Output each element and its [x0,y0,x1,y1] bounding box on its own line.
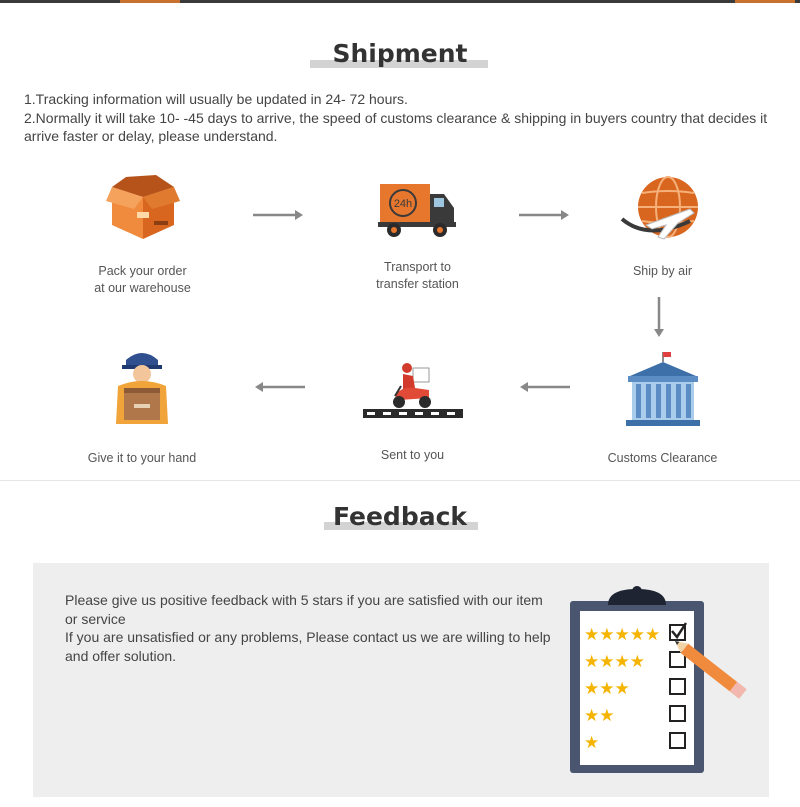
shipment-line-1: 1.Tracking information will usually be updated in 24- 72 hours. [24,91,408,107]
svg-text:★★★★★: ★★★★★ [584,625,661,645]
top-strip [0,0,800,3]
step-transport-label: Transport to transfer station [376,260,459,291]
top-strip-accent [120,0,180,3]
arrow-right-icon [519,209,569,221]
courier-icon [112,348,172,426]
box-icon [106,175,180,245]
step-air [595,175,730,280]
svg-text:★★★★: ★★★★ [584,652,645,672]
truck-icon [378,180,458,242]
step-customs-label: Customs Clearance [607,451,718,465]
step-air-label: Ship by air [632,264,693,278]
truck-badge-text: 24h [393,198,412,210]
step-sent-label: Sent to you [380,448,445,462]
shipment-line-2: 2.Normally it will take 10- -45 days to arrive, the speed of customs clearance & shipping in buyers country that decides it arrive faster or delay, please understand. [24,109,768,144]
arrow-left-icon [520,381,570,393]
scooter-icon [363,360,463,420]
feedback-line-1: Please give us positive feedback with 5 stars if you are satisfied with our item or service [65,592,543,627]
svg-text:★★★: ★★★ [584,679,630,699]
shipment-info [24,90,784,146]
top-strip-accent [735,0,795,3]
step-customs [595,352,730,467]
rating-clipboard-icon [568,583,758,775]
shipment-title: Shipment [332,39,468,68]
step-pack-label: Pack your order at our warehouse [94,264,191,295]
feedback-text [65,591,555,665]
svg-text:★: ★ [584,733,600,753]
feedback-panel [33,563,769,797]
customs-building-icon [624,352,702,426]
svg-text:★★: ★★ [584,706,615,726]
globe-plane-icon [618,175,708,245]
arrow-right-icon [253,209,303,221]
step-transport [350,180,485,293]
feedback-line-2: If you are unsatisfied or any problems, Please contact us we are willing to help and offer solution. [65,629,551,664]
arrow-down-icon [653,297,665,337]
step-hand [72,348,212,467]
section-divider [0,480,800,481]
step-pack [75,175,210,297]
step-sent [345,360,480,464]
arrow-left-icon [255,381,305,393]
feedback-title: Feedback [332,502,468,531]
step-hand-label: Give it to your hand [87,451,197,465]
